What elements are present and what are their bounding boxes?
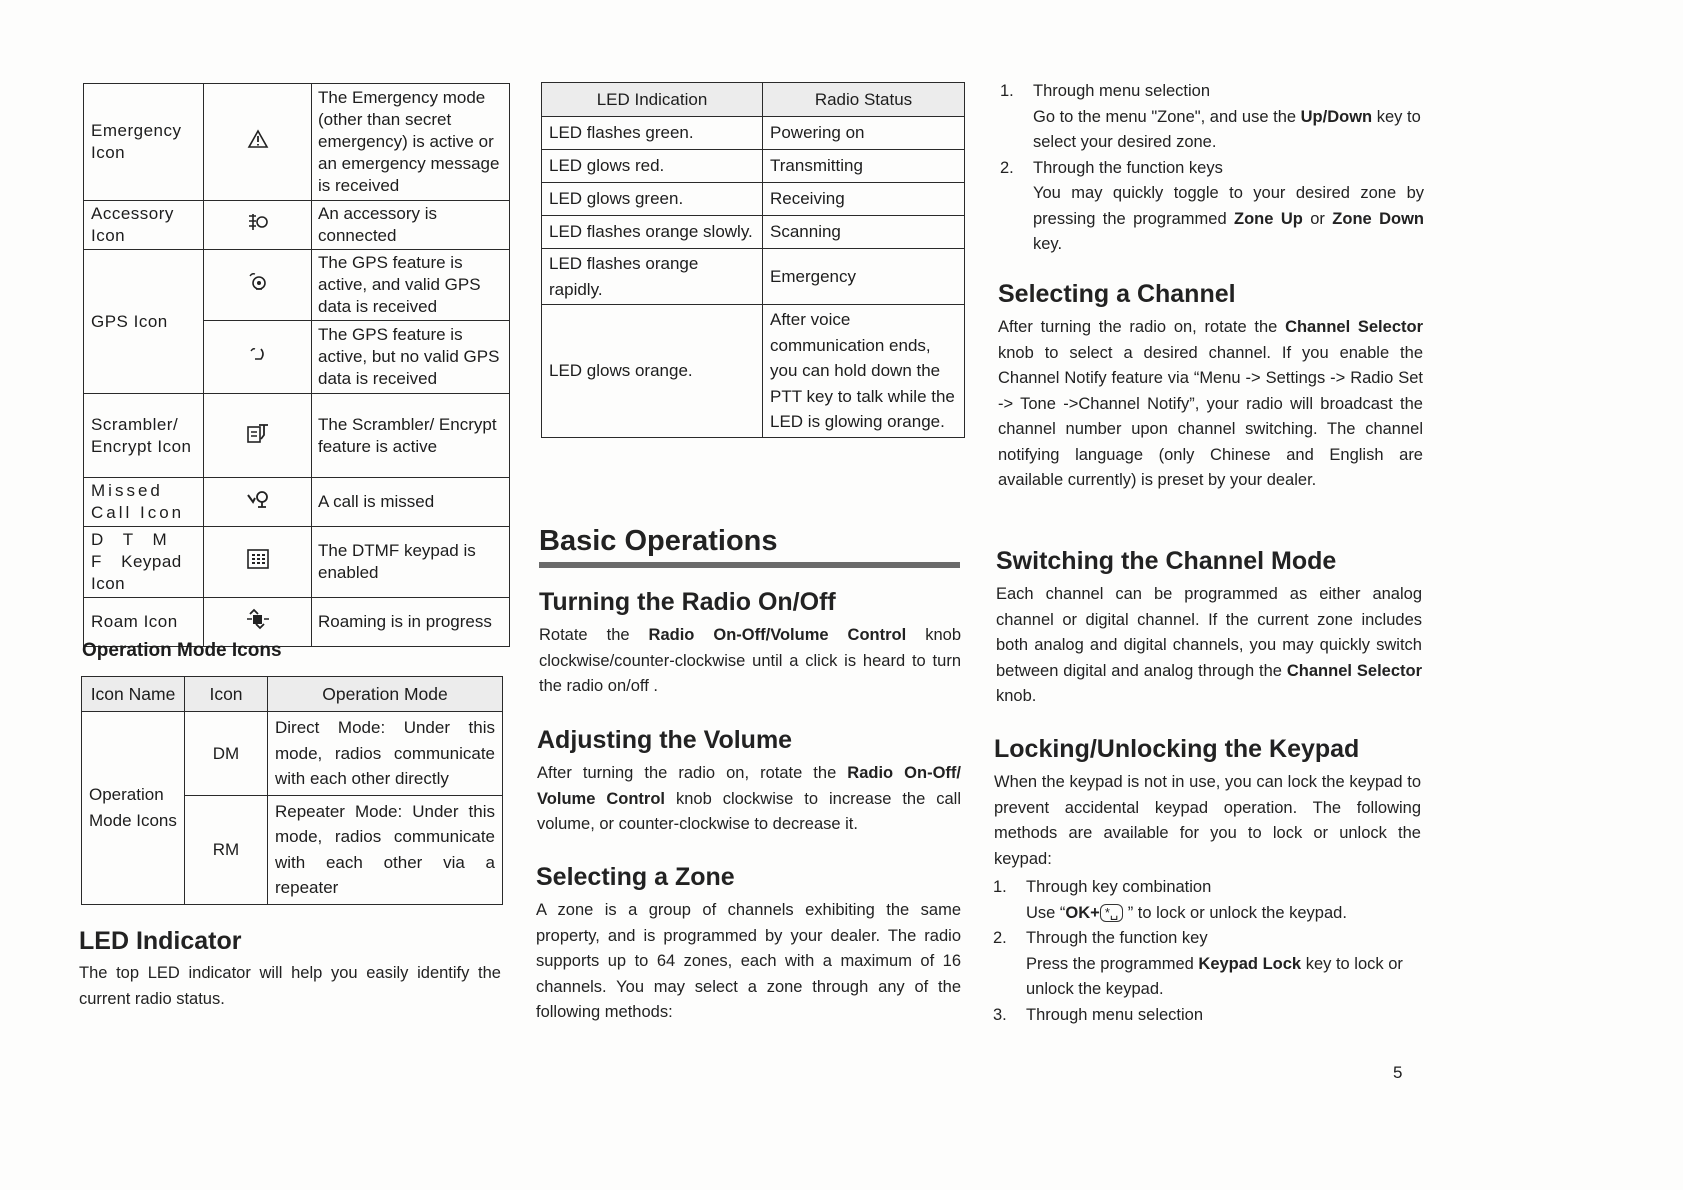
status-icons-table <box>83 83 510 647</box>
icon-name-cell: GPS Icon <box>84 250 204 394</box>
mode-description: Direct Mode: Under this mode, radios communicate with each other directly <box>268 712 503 796</box>
led-indication: LED flashes green. <box>542 117 763 150</box>
operation-mode-title: Operation Mode Icons <box>82 640 282 661</box>
led-indication: LED flashes orange rapidly. <box>542 249 763 305</box>
mode-description: Repeater Mode: Under this mode, radios communicate with each other via a repeater <box>268 795 503 904</box>
list-item: 3. Through menu selection <box>993 1005 1204 1024</box>
icon-description: A call is missed <box>312 478 510 527</box>
table-row <box>82 712 503 796</box>
selecting-channel-text: After turning the radio on, rotate the Channel Selector knob to select a desired channel. If you enable the Channel Notify feature via “Menu -> Settings -> Radio Set -> Tone ->Channel Notify”, your radio will broadcast the channel number upon channel switching. The channel notifying language (only Chinese and English are available currently) is preset by your dealer. <box>998 318 1423 489</box>
keypad-lock-text: When the keypad is not in use, you can lock the keypad to prevent accidental keypad operation. The following methods are available for you to lock or unlock the keypad: <box>994 773 1421 868</box>
selecting-zone-text: A zone is a group of channels exhibiting the same property, and is programmed by your dealer. The radio supports up to 64 zones, each with a maximum of 16 channels. You may select a zone through any of the following methods: <box>536 901 961 1021</box>
icon-name-cell: Operation Mode Icons <box>82 712 185 905</box>
channel-mode-text: Each channel can be programmed as either analog channel or digital channel. If the current zone includes both analog and digital channels, you may quickly switch between digital and analog through the Channel Selector knob. <box>996 585 1422 705</box>
led-status-table <box>541 82 965 438</box>
icon-description: Roaming is in progress <box>312 598 510 647</box>
gps-valid-icon <box>246 271 270 293</box>
table-row <box>542 183 965 216</box>
section-divider <box>539 562 960 568</box>
zone-methods-list <box>1000 79 1424 258</box>
adjusting-volume-heading: Adjusting the Volume <box>537 726 793 754</box>
star-key-icon: *␣ <box>1100 904 1123 922</box>
radio-status: Scanning <box>763 216 965 249</box>
radio-status: Transmitting <box>763 150 965 183</box>
mode-icon-dm: DM <box>185 712 268 796</box>
column-header: Radio Status <box>763 83 965 117</box>
roam-icon <box>244 606 272 632</box>
emergency-icon <box>247 129 269 149</box>
list-item: 1. Through menu selection Go to the menu "Zone", and use the Up/Down key to select your desired zone. <box>1000 82 1421 151</box>
keypad-lock-methods-list <box>993 875 1421 1028</box>
column-header: Operation Mode <box>268 677 503 712</box>
column-header: Icon <box>185 677 268 712</box>
led-indicator-text: The top LED indicator will help you easily identify the current radio status. <box>79 964 501 1008</box>
icon-description: The Scrambler/ Encrypt feature is active <box>312 394 510 478</box>
column-header: LED Indication <box>542 83 763 117</box>
table-row <box>542 249 965 305</box>
channel-mode-heading: Switching the Channel Mode <box>996 547 1337 575</box>
keypad-lock-heading: Locking/Unlocking the Keypad <box>994 735 1360 763</box>
table-row <box>542 150 965 183</box>
table-row <box>84 394 510 478</box>
dtmf-keypad-icon <box>246 548 270 570</box>
radio-status: Powering on <box>763 117 965 150</box>
encrypt-icon <box>245 421 271 445</box>
turning-radio-text: Rotate the Radio On-Off/Volume Control knob clockwise/counter-clockwise until a click is heard to turn the radio on/off . <box>539 626 961 695</box>
radio-status: Receiving <box>763 183 965 216</box>
led-indicator-heading: LED Indicator <box>79 927 242 955</box>
selecting-zone-heading: Selecting a Zone <box>536 863 735 891</box>
icon-description: The GPS feature is active, but no valid GPS data is received <box>312 321 510 394</box>
radio-status: Emergency <box>763 249 965 305</box>
list-item: 2. Through the function keys You may quickly toggle to your desired zone by pressing the programmed Zone Up or Zone Down key. <box>1000 158 1424 253</box>
icon-name-cell: Scrambler/ Encrypt Icon <box>84 394 204 478</box>
led-indication: LED glows green. <box>542 183 763 216</box>
icon-description: The GPS feature is active, and valid GPS data is received <box>312 250 510 321</box>
icon-name-cell: Accessory Icon <box>84 201 204 250</box>
operation-mode-table <box>81 676 503 905</box>
list-item: 2. Through the function key Press the programmed Keypad Lock key to lock or unlock the keypad. <box>993 929 1403 998</box>
table-row <box>84 84 510 201</box>
table-row <box>542 305 965 438</box>
mode-icon-rm: RM <box>185 795 268 904</box>
icon-name-cell: Missed Call Icon <box>84 478 204 527</box>
missed-call-icon <box>245 488 271 510</box>
table-row <box>542 117 965 150</box>
column-header: Icon Name <box>82 677 185 712</box>
icon-name-cell: Roam Icon <box>84 598 204 647</box>
list-item: 1. Through key combination Use “OK+ *␣ ” to lock or unlock the keypad. <box>993 878 1347 922</box>
table-row <box>84 478 510 527</box>
icon-name-cell: Emergency Icon <box>84 84 204 201</box>
led-indication: LED glows orange. <box>542 305 763 438</box>
table-header-row <box>542 83 965 117</box>
icon-description: The Emergency mode (other than secret emergency) is active or an emergency message is received <box>312 84 510 201</box>
radio-status: After voice communication ends, you can hold down the PTT key to talk while the LED is glowing orange. <box>763 305 965 438</box>
basic-operations-heading: Basic Operations <box>539 525 778 557</box>
led-indication: LED glows red. <box>542 150 763 183</box>
selecting-channel-heading: Selecting a Channel <box>998 280 1236 308</box>
accessory-icon <box>246 211 270 233</box>
table-row <box>84 250 510 321</box>
table-row <box>542 216 965 249</box>
table-row <box>84 527 510 598</box>
icon-description: The DTMF keypad is enabled <box>312 527 510 598</box>
icon-description: An accessory is connected <box>312 201 510 250</box>
table-row <box>84 201 510 250</box>
table-header-row <box>82 677 503 712</box>
page-number: 5 <box>1393 1063 1403 1082</box>
turning-radio-heading: Turning the Radio On/Off <box>539 588 836 616</box>
gps-invalid-icon <box>247 343 269 365</box>
icon-name-cell: D T M F Keypad Icon <box>84 527 204 598</box>
led-indication: LED flashes orange slowly. <box>542 216 763 249</box>
adjusting-volume-text: After turning the radio on, rotate the Radio On-Off/ Volume Control knob clockwise to increase the call volume, or counter-clockwise to decrease it. <box>537 764 961 833</box>
